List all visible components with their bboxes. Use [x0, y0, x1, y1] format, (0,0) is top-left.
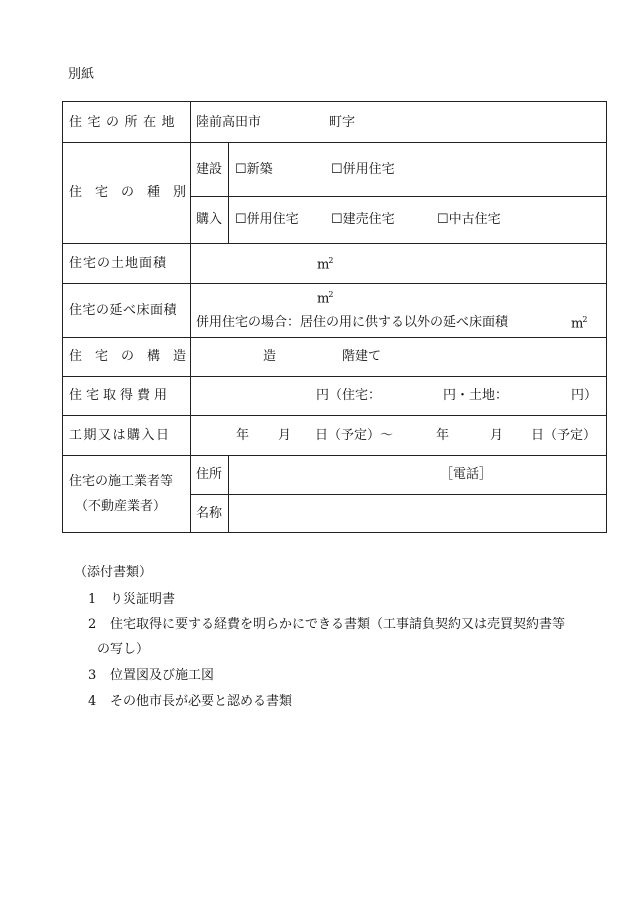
- type-label: 住 宅 の 種 別: [69, 185, 187, 200]
- cost-yen-end: 円）: [571, 388, 598, 403]
- option-construction-mixed-use[interactable]: ☐併用住宅: [331, 162, 395, 177]
- period-label: 工期又は購入日: [69, 428, 171, 443]
- purchase-label: 購入: [196, 212, 223, 227]
- application-form-table: [62, 101, 607, 533]
- cost-yen-land: 円・土地：: [443, 388, 509, 403]
- sheet-label: 別紙: [68, 67, 95, 82]
- attachment-4-num: 4: [88, 694, 97, 709]
- option-new-build[interactable]: ☐新築: [235, 162, 273, 177]
- location-town: 町字: [329, 115, 356, 130]
- attachments-heading: （添付書類）: [74, 565, 153, 580]
- attachment-4-text: その他市長が必要と認める書類: [110, 694, 293, 709]
- period-day-2: 日（予定）: [531, 428, 597, 443]
- attachment-2-num: 2: [88, 617, 97, 632]
- cost-yen-house: 円（住宅：: [316, 388, 382, 403]
- attachment-2-text: 住宅取得に要する経費を明らかにできる書類（工事請負契約又は売買契約書等: [110, 617, 566, 632]
- construction-label: 建設: [196, 162, 223, 177]
- location-label: 住宅の所在地: [69, 115, 181, 130]
- period-year-2: 年: [436, 428, 450, 443]
- cost-label: 住宅取得費用: [69, 388, 172, 403]
- mixed-use-floor-area-text: 併用住宅の場合：居住の用に供する以外の延べ床面積: [196, 315, 509, 330]
- mixed-use-floor-area-unit: $m^2$: [571, 315, 588, 332]
- option-ready-built[interactable]: ☐建売住宅: [331, 212, 395, 227]
- phone-label: ［電話］: [440, 467, 493, 482]
- option-purchase-mixed-use[interactable]: ☐併用住宅: [235, 212, 299, 227]
- structure-zou: 造: [263, 349, 277, 364]
- period-year: 年: [236, 428, 250, 443]
- floor-area-label: 住宅の延べ床面積: [69, 303, 178, 318]
- land-area-unit: $m^2$: [317, 256, 334, 273]
- attachment-1-text: り災証明書: [110, 592, 176, 607]
- location-city: 陸前高田市: [196, 115, 262, 130]
- period-month-2: 月: [490, 428, 504, 443]
- address-label: 住所: [196, 467, 223, 482]
- structure-floors: 階建て: [342, 349, 382, 364]
- name-label: 名称: [196, 506, 223, 521]
- attachment-2-text-cont: の写し）: [97, 642, 150, 657]
- land-area-label: 住宅の土地面積: [69, 256, 168, 271]
- option-used-house[interactable]: ☐中古住宅: [437, 212, 501, 227]
- period-month: 月: [278, 428, 292, 443]
- period-day: 日（予定）～: [315, 428, 394, 443]
- builder-label-realestate: （不動産業者）: [75, 499, 167, 514]
- builder-label: 住宅の施工業者等: [69, 474, 174, 489]
- floor-area-unit: $m^2$: [317, 290, 334, 307]
- structure-label: 住 宅 の 構 造: [69, 349, 187, 364]
- attachment-3-text: 位置図及び施工図: [110, 668, 215, 683]
- attachment-3-num: 3: [88, 668, 97, 683]
- attachment-1-num: 1: [88, 592, 97, 607]
